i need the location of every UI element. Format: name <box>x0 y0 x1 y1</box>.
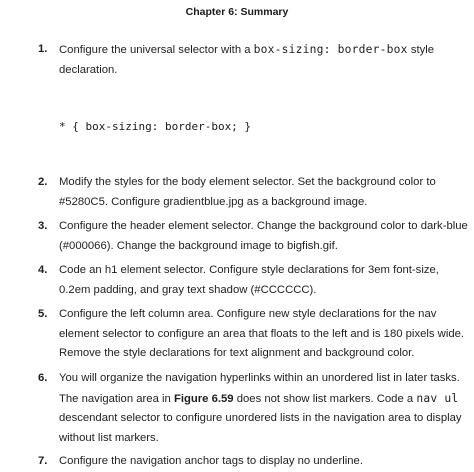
item-number: 5. <box>38 308 48 320</box>
item-number: 4. <box>38 264 48 276</box>
item-text: Configure the left column area. Configure new style declarations for the nav element selector to configure an area that floats to the left and is 180 pixels wide. Remove the style declarations for text alignment and background color. <box>59 308 465 359</box>
chapter-title: Chapter 6: Summary <box>185 6 289 18</box>
item-text-part: style declaration. <box>59 44 435 76</box>
item-text: Configure the navigation anchor tags to display no underline. <box>59 455 363 467</box>
item-text: Configure the header element selector. Change the background color to dark-blue (#000066). Change the background image to bigfish.gif. <box>59 220 468 252</box>
item-text-part: does not show list markers. Code a <box>233 392 417 405</box>
inline-code: nav ul <box>416 391 459 405</box>
item-number: 1. <box>38 43 48 55</box>
inline-code: box-sizing: border-box <box>253 43 408 56</box>
item-text: Modify the styles for the body element selector. Set the background color to #5280C5. Configure gradientblue.jpg as a background image. <box>59 176 436 208</box>
code-block: * { box-sizing: border-box; } <box>59 120 252 133</box>
item-text-part: You will organize the navigation hyperlinks within an unordered list in later tasks. The navigation area in <box>59 372 460 405</box>
item-number: 6. <box>38 372 48 384</box>
item-text-part: Configure the universal selector with a <box>59 44 254 56</box>
item-text: Code an h1 element selector. Configure style declarations for 3em font-size, 0.2em padding, and gray text shadow (#CCCCCC). <box>59 264 439 296</box>
item-text <box>59 40 469 80</box>
item-number: 7. <box>38 455 48 467</box>
item-text-part: descendant selector to configure unordered lists in the navigation area to display without list markers. <box>59 412 462 444</box>
item-number: 2. <box>38 176 48 188</box>
figure-reference: Figure 6.59 <box>173 392 234 405</box>
item-number: 3. <box>38 220 48 232</box>
item-text <box>59 369 469 448</box>
